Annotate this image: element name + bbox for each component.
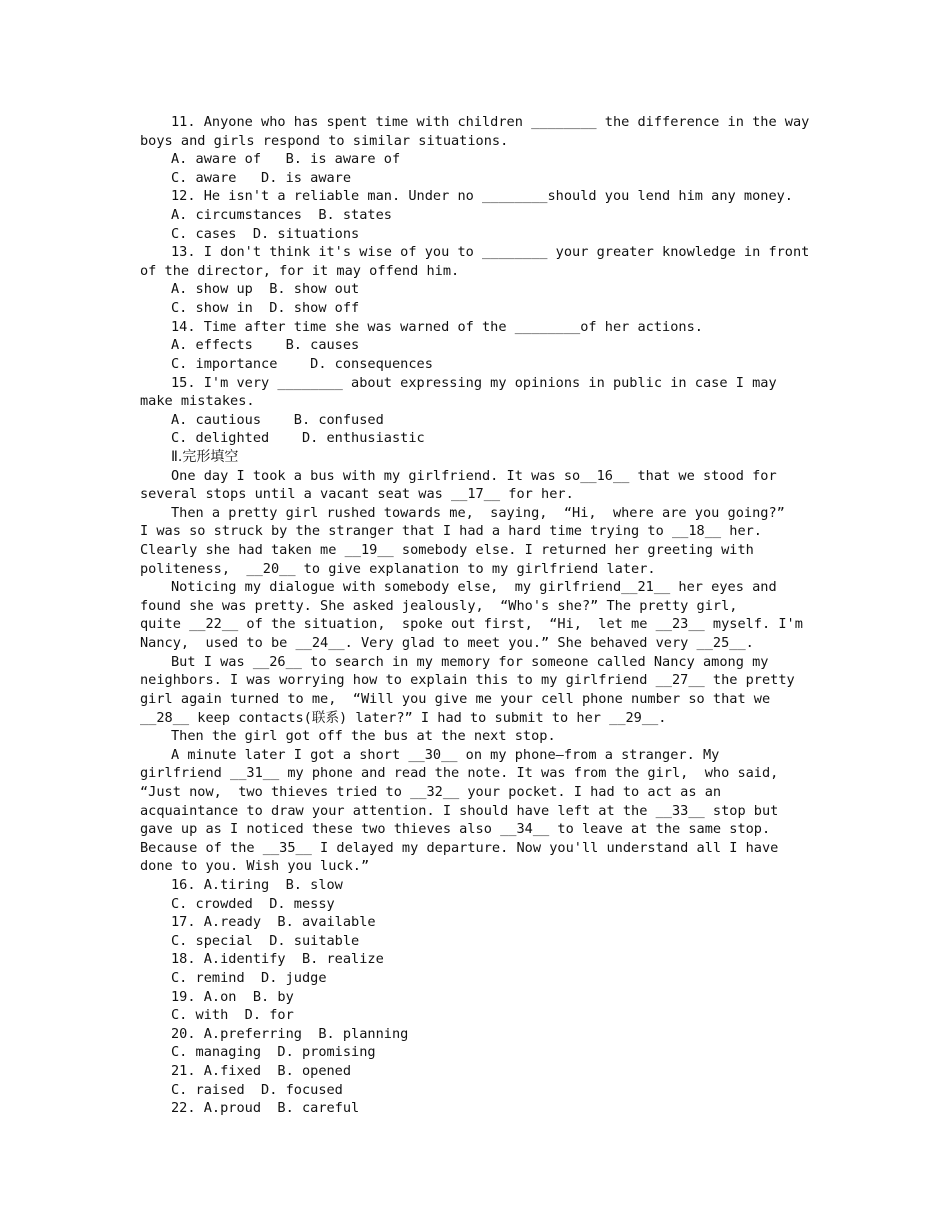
question-stem-continued: make mistakes. bbox=[140, 393, 255, 410]
cloze-passage bbox=[140, 467, 812, 876]
option-line: 16. A.tiring B. slow bbox=[171, 876, 343, 893]
passage-line: Noticing my dialogue with somebody else, my girlfriend__21__ her eyes and bbox=[171, 579, 777, 596]
passage-line: One day I took a bus with my girlfriend. It was so__16__ that we stood for bbox=[171, 467, 777, 484]
passage-line: girlfriend __31__ my phone and read the note. It was from the girl, who said, bbox=[140, 765, 779, 782]
options-ab: A. effects B. causes bbox=[171, 337, 360, 354]
option-line: C. with D. for bbox=[171, 1007, 294, 1024]
passage-paragraph bbox=[140, 653, 812, 727]
passage-line: girl again turned to me, “Will you give me your cell phone number so that we bbox=[140, 690, 771, 707]
question-stem: 12. He isn't a reliable man. Under no ________should you lend him any money. bbox=[171, 188, 793, 205]
option-line: 19. A.on B. by bbox=[171, 988, 294, 1005]
question-13 bbox=[140, 243, 812, 317]
passage-paragraph bbox=[140, 746, 812, 876]
passage-line: neighbors. I was worrying how to explain this to my girlfriend __27__ the pretty bbox=[140, 672, 795, 689]
option-line: 22. A.proud B. careful bbox=[171, 1100, 360, 1117]
worksheet-page bbox=[140, 113, 812, 1118]
options-cd: C. aware D. is aware bbox=[171, 169, 352, 186]
passage-line: Then the girl got off the bus at the next stop. bbox=[171, 728, 556, 745]
options-ab: A. circumstances B. states bbox=[171, 207, 392, 224]
question-11 bbox=[140, 113, 812, 187]
passage-line: I was so struck by the stranger that I had a hard time trying to __18__ her. bbox=[140, 523, 762, 540]
passage-paragraph bbox=[140, 467, 812, 504]
option-line: 17. A.ready B. available bbox=[171, 914, 376, 931]
passage-line: done to you. Wish you luck.” bbox=[140, 858, 370, 875]
question-stem-continued: of the director, for it may offend him. bbox=[140, 262, 460, 279]
passage-line: A minute later I got a short __30__ on my phone—from a stranger. My bbox=[171, 746, 720, 763]
options-cd: C. show in D. show off bbox=[171, 300, 360, 317]
option-line: C. special D. suitable bbox=[171, 932, 360, 949]
question-stem: 11. Anyone who has spent time with children ________ the difference in the way bbox=[171, 114, 810, 130]
passage-line: quite __22__ of the situation, spoke out first, “Hi, let me __23__ myself. I'm bbox=[140, 616, 803, 633]
option-line: C. managing D. promising bbox=[171, 1044, 376, 1061]
passage-line: Then a pretty girl rushed towards me, saying, “Hi, where are you going?” bbox=[171, 504, 785, 521]
passage-line: Nancy, used to be __24__. Very glad to meet you.” She behaved very __25__. bbox=[140, 635, 754, 652]
cloze-options bbox=[140, 876, 812, 1118]
option-line: 21. A.fixed B. opened bbox=[171, 1063, 352, 1080]
passage-line: gave up as I noticed these two thieves also __34__ to leave at the same stop. bbox=[140, 821, 771, 838]
question-stem-continued: boys and girls respond to similar situations. bbox=[140, 132, 509, 149]
section-title-cloze: Ⅱ.完形填空 bbox=[171, 448, 239, 465]
option-line: C. crowded D. messy bbox=[171, 895, 335, 912]
question-14 bbox=[140, 318, 812, 374]
options-cd: C. cases D. situations bbox=[171, 225, 360, 242]
options-cd: C. delighted D. enthusiastic bbox=[171, 430, 425, 447]
option-line: C. raised D. focused bbox=[171, 1081, 343, 1098]
passage-line: Clearly she had taken me __19__ somebody else. I returned her greeting with bbox=[140, 542, 754, 559]
passage-line: __28__ keep contacts(联系) later?” I had to submit to her __29__. bbox=[140, 709, 667, 726]
option-line: 18. A.identify B. realize bbox=[171, 951, 384, 968]
passage-paragraph bbox=[140, 727, 812, 746]
passage-line: several stops until a vacant seat was __17__ for her. bbox=[140, 486, 574, 503]
question-15 bbox=[140, 374, 812, 448]
passage-line: found she was pretty. She asked jealously, “Who's she?” The pretty girl, bbox=[140, 597, 738, 614]
question-stem: 15. I'm very ________ about expressing my opinions in public in case I may bbox=[171, 374, 777, 391]
option-line: C. remind D. judge bbox=[171, 970, 327, 987]
question-12 bbox=[140, 187, 812, 243]
options-cd: C. importance D. consequences bbox=[171, 355, 433, 372]
passage-line: Because of the __35__ I delayed my departure. Now you'll understand all I have bbox=[140, 839, 779, 856]
passage-line: politeness, __20__ to give explanation to my girlfriend later. bbox=[140, 560, 656, 577]
passage-paragraph bbox=[140, 504, 812, 578]
question-stem: 14. Time after time she was warned of the ________of her actions. bbox=[171, 318, 703, 335]
options-ab: A. cautious B. confused bbox=[171, 411, 384, 428]
passage-paragraph bbox=[140, 578, 812, 652]
options-ab: A. aware of B. is aware of bbox=[171, 151, 401, 168]
passage-line: “Just now, two thieves tried to __32__ your pocket. I had to act as an bbox=[140, 783, 722, 800]
passage-line: acquaintance to draw your attention. I should have left at the __33__ stop but bbox=[140, 802, 779, 819]
options-ab: A. show up B. show out bbox=[171, 281, 360, 298]
passage-line: But I was __26__ to search in my memory for someone called Nancy among my bbox=[171, 653, 769, 670]
option-line: 20. A.preferring B. planning bbox=[171, 1025, 409, 1042]
question-stem: 13. I don't think it's wise of you to ________ your greater knowledge in front bbox=[171, 244, 810, 261]
